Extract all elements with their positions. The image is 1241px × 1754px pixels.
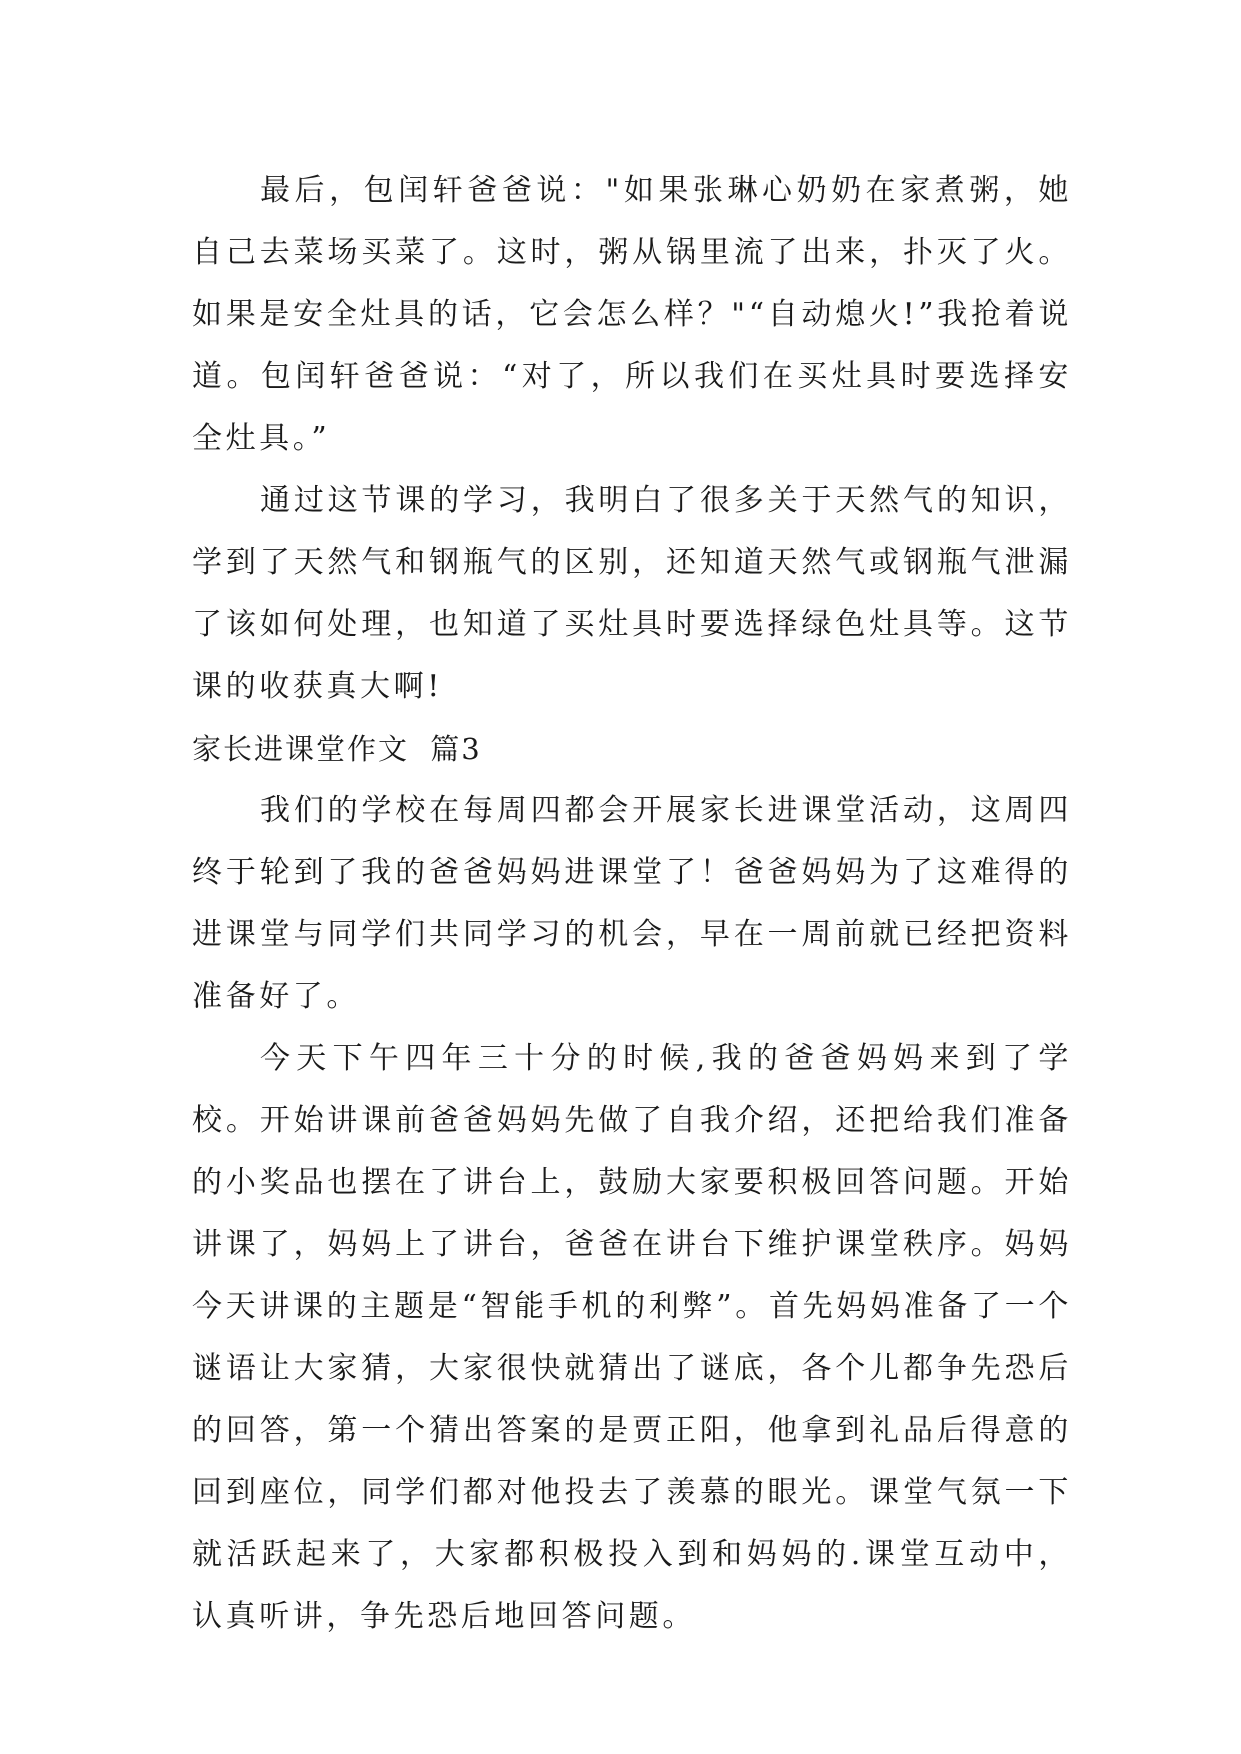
paragraph: 今天下午四年三十分的时候,我的爸爸妈妈来到了学校。开始讲课前爸爸妈妈先做了自我介绍，还把给我们准备的小奖品也摆在了讲台上，鼓励大家要积极回答问题。开始讲课了，妈妈上了讲台，爸爸在讲台下维护课堂秩序。妈妈今天讲课的主题是“智能手机的利弊”。首先妈妈准备了一个谜语让大家猜，大家很快就猜出了谜底，各个儿都争先恐后的回答，第一个猜出答案的是贾正阳，他拿到礼品后得意的回到座位，同学们都对他投去了羡慕的眼光。课堂气氛一下就活跃起来了，大家都积极投入到和妈妈的.课堂互动中，认真听讲，争先恐后地回答问题。 bbox=[192, 1041, 1072, 1634]
document-body bbox=[192, 160, 1072, 1648]
paragraph: 我们的学校在每周四都会开展家长进课堂活动，这周四终于轮到了我的爸爸妈妈进课堂了！爸爸妈妈为了这难得的进课堂与同学们共同学习的机会，早在一周前就已经把资料准备好了。 bbox=[192, 793, 1072, 1014]
paragraph: 最后，包闰轩爸爸说："如果张琳心奶奶在家煮粥，她自己去菜场买菜了。这时，粥从锅里流了出来，扑灭了火。如果是安全灶具的话，它会怎么样？"“自动熄火!”我抢着说道。包闰轩爸爸说：“对了，所以我们在买灶具时要选择安全灶具。” bbox=[192, 173, 1072, 456]
section-heading: 家长进课堂作文 篇3 bbox=[192, 732, 482, 766]
paragraph: 通过这节课的学习，我明白了很多关于天然气的知识，学到了天然气和钢瓶气的区别，还知道天然气或钢瓶气泄漏了该如何处理，也知道了买灶具时要选择绿色灶具等。这节课的收获真大啊! bbox=[192, 483, 1072, 704]
